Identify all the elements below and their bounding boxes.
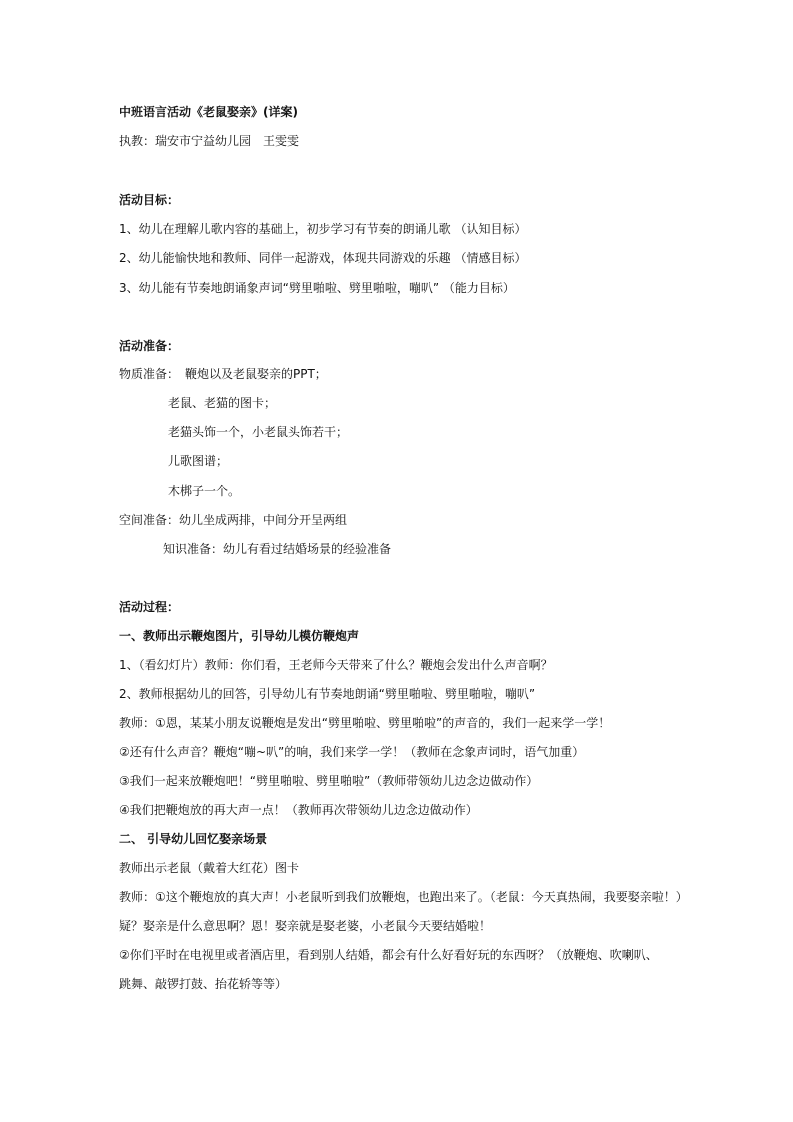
teacher-line: 执教：瑞安市宁益幼儿园 王雯雯 [119, 134, 300, 148]
section2-line: 跳舞、敲锣打鼓、抬花轿等等） [119, 977, 288, 991]
goals-heading: 活动目标： [119, 193, 180, 207]
section1-line: 1、（看幻灯片）教师：你们看，王老师今天带来了什么？鞭炮会发出什么声音啊？ [119, 658, 553, 672]
section1-line: 2、教师根据幼儿的回答，引导幼儿有节奏地朗诵“劈里啪啦、劈里啪啦，嘣叭” [119, 687, 536, 701]
section2-line: 疑？娶亲是什么意思啊？恩！娶亲就是娶老婆，小老鼠今天要结婚啦！ [119, 919, 492, 933]
knowledge-prep: 知识准备：幼儿有看过结婚场景的经验准备 [163, 542, 392, 556]
section1-line: ③我们一起来放鞭炮吧！“劈里啪啦、劈里啪啦”（教师带领幼儿边念边做动作） [119, 774, 539, 788]
goal-item: 2、幼儿能愉快地和教师、同伴一起游戏，体现共同游戏的乐趣 （情感目标） [119, 251, 527, 265]
section2-line: ②你们平时在电视里或者酒店里，看到别人结婚，都会有什么好看好玩的东西呀？（放鞭炮、吹喇叭、 [119, 948, 658, 962]
doc-title: 中班语言活动《老鼠娶亲》(详案) [119, 105, 298, 119]
section1-heading: 一、教师出示鞭炮图片，引导幼儿模仿鞭炮声 [119, 629, 360, 643]
material-item: 老鼠、老猫的图卡； [168, 396, 277, 410]
section2-line: 教师：①这个鞭炮放的真大声！小老鼠听到我们放鞭炮，也跑出来了。（老鼠：今天真热闹，我要娶亲啦！） [119, 890, 688, 904]
process-heading: 活动过程： [119, 600, 180, 614]
section1-line: ②还有什么声音？鞭炮“嘣~叭”的响，我们来学一学！（教师在念象声词时，语气加重） [119, 745, 585, 759]
material-prep: 物质准备： 鞭炮以及老鼠娶亲的PPT； [119, 367, 327, 381]
material-item: 木梆子一个。 [168, 484, 241, 498]
section2-line: 教师出示老鼠（戴着大红花）图卡 [119, 861, 300, 875]
prep-heading: 活动准备： [119, 339, 180, 353]
material-item: 儿歌图谱； [168, 454, 229, 468]
section1-line: ④我们把鞭炮放的再大声一点！（教师再次带领幼儿边念边做动作） [119, 803, 478, 817]
space-prep: 空间准备：幼儿坐成两排，中间分开呈两组 [119, 513, 348, 527]
section1-line: 教师：①恩，某某小朋友说鞭炮是发出“劈里啪啦、劈里啪啦”的声音的，我们一起来学一学！ [119, 716, 611, 730]
goal-item: 3、幼儿能有节奏地朗诵象声词“劈里啪啦、劈里啪啦，嘣叭” （能力目标） [119, 281, 515, 295]
material-item: 老猫头饰一个，小老鼠头饰若干； [168, 425, 349, 439]
section2-heading: 二、 引导幼儿回忆娶亲场景 [119, 832, 268, 846]
goal-item: 1、幼儿在理解儿歌内容的基础上，初步学习有节奏的朗诵儿歌 （认知目标） [119, 222, 527, 236]
